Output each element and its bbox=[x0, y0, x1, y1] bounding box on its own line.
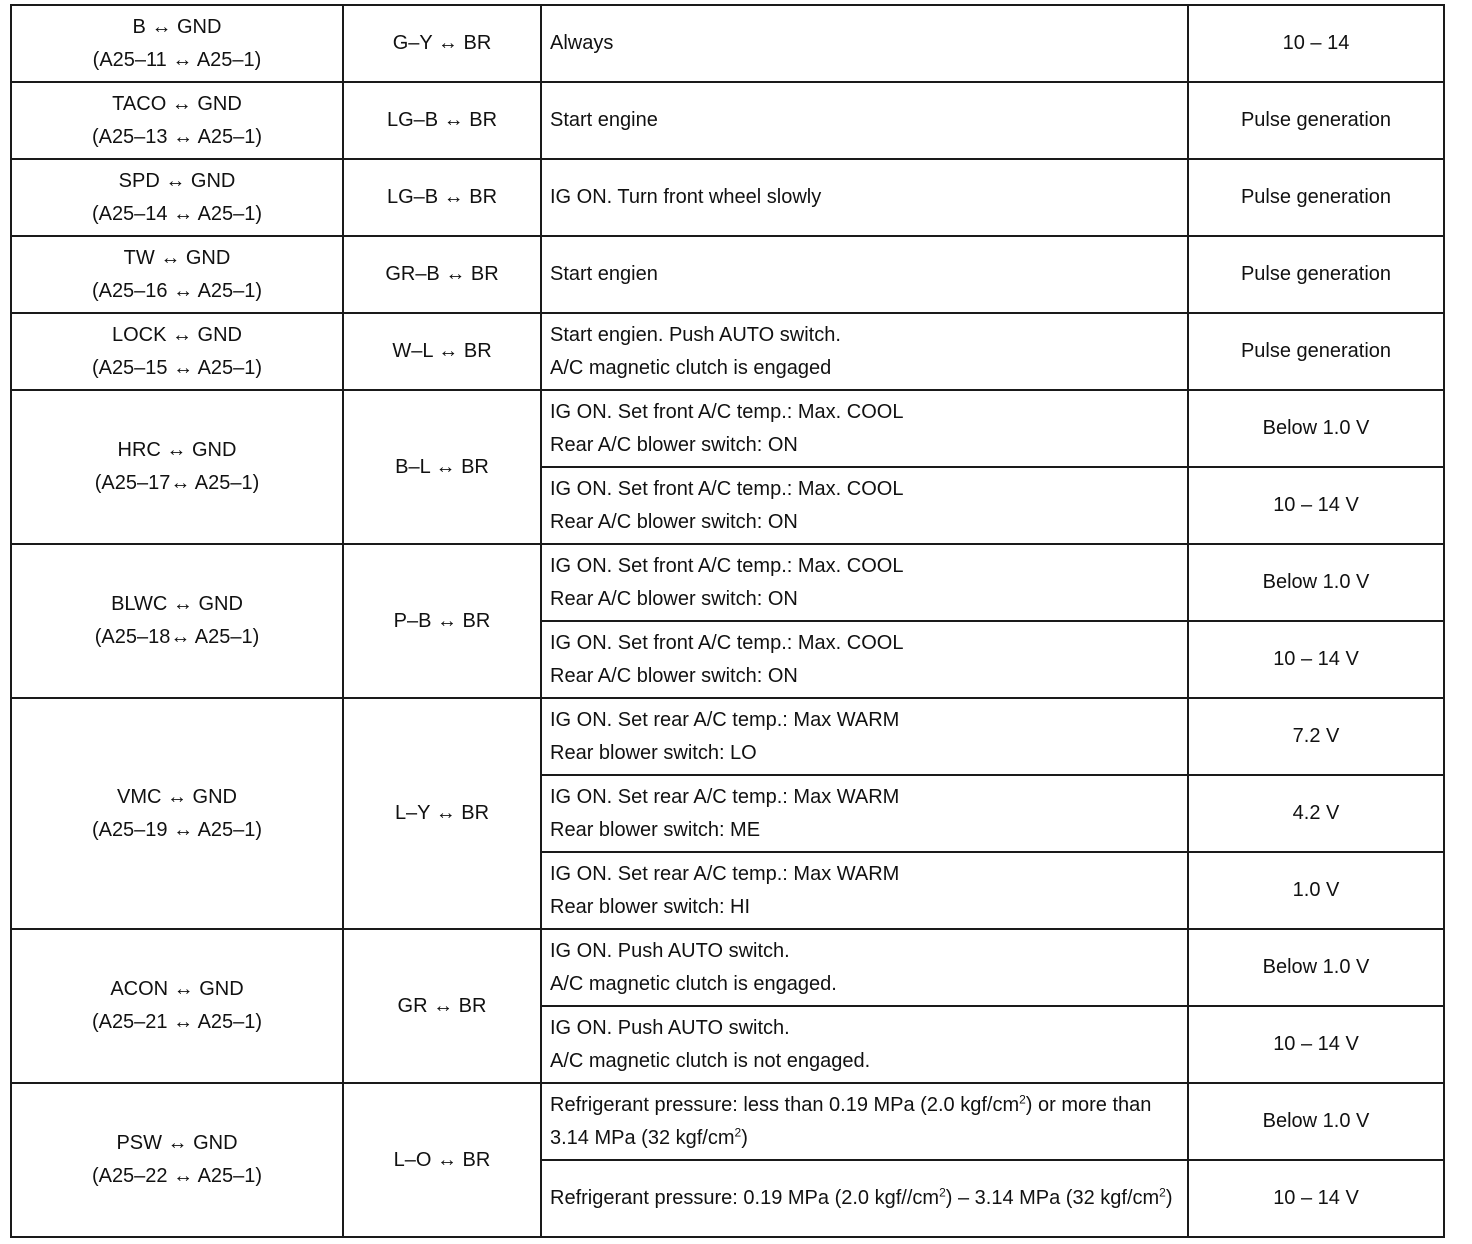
table-row bbox=[11, 698, 1444, 775]
terminal-pins: (A25–19 ↔ A25–1) bbox=[91, 818, 263, 841]
condition-segment: ) – 3.14 MPa (32 kgf/cm bbox=[945, 1187, 1160, 1209]
condition-cell bbox=[541, 82, 1188, 159]
condition-segment: Refrigerant pressure: 0.19 MPa (2.0 kgf//cm bbox=[550, 1187, 940, 1209]
condition-line: IG ON. Set rear A/C temp.: Max WARM bbox=[550, 708, 900, 731]
condition-line: IG ON. Set front A/C temp.: Max. COOL bbox=[550, 554, 904, 577]
condition-cell bbox=[541, 621, 1188, 698]
standard-value-cell: Pulse generation bbox=[1188, 236, 1444, 313]
table-row bbox=[11, 929, 1444, 1006]
terminal-name: PSW ↔ GND bbox=[116, 1132, 238, 1154]
condition-line: IG ON. Push AUTO switch. bbox=[550, 1016, 790, 1039]
condition-cell bbox=[541, 1160, 1188, 1237]
condition-segment: Refrigerant pressure: less than 0.19 MPa (2.0 kgf/cm bbox=[550, 1093, 1020, 1116]
superscript: 2 bbox=[1019, 1091, 1026, 1106]
terminal-name: BLWC ↔ GND bbox=[111, 593, 243, 615]
terminal-inspection-table bbox=[10, 4, 1445, 1238]
condition-cell bbox=[541, 775, 1188, 852]
terminal-name: LOCK ↔ GND bbox=[111, 323, 243, 346]
condition-line: Start engine bbox=[550, 109, 658, 131]
terminal-pins: (A25–22 ↔ A25–1) bbox=[91, 1165, 263, 1187]
terminal-name: HRC ↔ GND bbox=[117, 439, 237, 461]
standard-value-cell: 7.2 V bbox=[1188, 698, 1444, 775]
wire-color-cell: G–Y ↔ BR bbox=[343, 5, 541, 82]
table-row bbox=[11, 544, 1444, 621]
terminal-cell bbox=[11, 236, 343, 313]
condition-line: Rear blower switch: LO bbox=[550, 741, 757, 764]
table-row bbox=[11, 5, 1444, 82]
terminal-cell bbox=[11, 698, 343, 929]
condition-cell bbox=[541, 929, 1188, 1006]
superscript: 2 bbox=[939, 1185, 946, 1200]
terminal-cell bbox=[11, 159, 343, 236]
condition-segment: ) or more than 3.14 MPa (32 kgf/cm bbox=[550, 1093, 1152, 1149]
terminal-pins: (A25–21 ↔ A25–1) bbox=[91, 1011, 263, 1033]
condition-cell bbox=[541, 390, 1188, 467]
condition-line: IG ON. Set front A/C temp.: Max. COOL bbox=[550, 400, 904, 423]
condition-line: Rear A/C blower switch: ON bbox=[550, 587, 798, 610]
standard-value-cell: Pulse generation bbox=[1188, 313, 1444, 390]
table-row bbox=[11, 82, 1444, 159]
condition-line: IG ON. Turn front wheel slowly bbox=[550, 186, 822, 208]
condition-line: Rear blower switch: HI bbox=[550, 895, 751, 918]
condition-line: A/C magnetic clutch is engaged. bbox=[550, 972, 837, 995]
condition-text bbox=[550, 1182, 1179, 1215]
wire-color-cell: LG–B ↔ BR bbox=[343, 159, 541, 236]
condition-cell bbox=[541, 1083, 1188, 1160]
condition-line: Rear A/C blower switch: ON bbox=[550, 664, 798, 687]
wire-color-cell: P–B ↔ BR bbox=[343, 544, 541, 698]
wire-color-cell: B–L ↔ BR bbox=[343, 390, 541, 544]
standard-value-cell: 4.2 V bbox=[1188, 775, 1444, 852]
terminal-pins: (A25–11 ↔ A25–1) bbox=[92, 48, 262, 71]
standard-value-cell: Below 1.0 V bbox=[1188, 1083, 1444, 1160]
terminal-pins: (A25–18↔ A25–1) bbox=[94, 626, 260, 648]
terminal-pins: (A25–13 ↔ A25–1) bbox=[91, 125, 263, 148]
table-row bbox=[11, 1083, 1444, 1160]
standard-value-cell: 10 – 14 V bbox=[1188, 1160, 1444, 1237]
condition-text bbox=[550, 1089, 1179, 1155]
table-row bbox=[11, 159, 1444, 236]
terminal-pins: (A25–15 ↔ A25–1) bbox=[91, 356, 263, 379]
terminal-name: TW ↔ GND bbox=[123, 246, 231, 269]
condition-line bbox=[550, 1089, 1179, 1155]
terminal-cell bbox=[11, 82, 343, 159]
condition-cell bbox=[541, 1006, 1188, 1083]
terminal-cell bbox=[11, 929, 343, 1083]
terminal-cell bbox=[11, 1083, 343, 1237]
table-row bbox=[11, 236, 1444, 313]
terminal-pins: (A25–16 ↔ A25–1) bbox=[91, 279, 263, 302]
wire-color-cell: GR ↔ BR bbox=[343, 929, 541, 1083]
condition-cell bbox=[541, 698, 1188, 775]
condition-line: Rear blower switch: ME bbox=[550, 818, 761, 841]
terminal-cell bbox=[11, 544, 343, 698]
terminal-cell bbox=[11, 5, 343, 82]
condition-line: IG ON. Set front A/C temp.: Max. COOL bbox=[550, 477, 904, 500]
standard-value-cell: Pulse generation bbox=[1188, 82, 1444, 159]
table-row bbox=[11, 313, 1444, 390]
terminal-pins: (A25–14 ↔ A25–1) bbox=[91, 202, 263, 225]
wire-color-cell: W–L ↔ BR bbox=[343, 313, 541, 390]
condition-cell bbox=[541, 159, 1188, 236]
standard-value-cell: 10 – 14 V bbox=[1188, 467, 1444, 544]
condition-cell bbox=[541, 467, 1188, 544]
condition-line: Rear A/C blower switch: ON bbox=[550, 433, 798, 456]
terminal-name: TACO ↔ GND bbox=[112, 92, 242, 115]
superscript: 2 bbox=[1159, 1185, 1166, 1200]
terminal-name: SPD ↔ GND bbox=[118, 169, 236, 192]
condition-line: IG ON. Set rear A/C temp.: Max WARM bbox=[550, 862, 900, 885]
condition-cell bbox=[541, 5, 1188, 82]
condition-line: Rear A/C blower switch: ON bbox=[550, 510, 798, 533]
standard-value-cell: Pulse generation bbox=[1188, 159, 1444, 236]
standard-value-cell: 1.0 V bbox=[1188, 852, 1444, 929]
condition-line bbox=[550, 1182, 1179, 1215]
condition-line: IG ON. Push AUTO switch. bbox=[550, 939, 790, 962]
terminal-cell bbox=[11, 313, 343, 390]
condition-line: A/C magnetic clutch is engaged bbox=[550, 356, 832, 379]
standard-value-cell: Below 1.0 V bbox=[1188, 390, 1444, 467]
condition-line: A/C magnetic clutch is not engaged. bbox=[550, 1049, 871, 1072]
terminal-name: VMC ↔ GND bbox=[117, 785, 237, 808]
condition-cell bbox=[541, 236, 1188, 313]
standard-value-cell: 10 – 14 bbox=[1188, 5, 1444, 82]
condition-line: Start engien bbox=[550, 263, 658, 285]
condition-line: Start engien. Push AUTO switch. bbox=[550, 323, 841, 346]
condition-line: IG ON. Set front A/C temp.: Max. COOL bbox=[550, 631, 904, 654]
superscript: 2 bbox=[734, 1124, 742, 1139]
condition-segment: ) bbox=[1165, 1187, 1173, 1209]
condition-line: Always bbox=[550, 32, 614, 54]
wire-color-cell: L–Y ↔ BR bbox=[343, 698, 541, 929]
wire-color-cell: GR–B ↔ BR bbox=[343, 236, 541, 313]
terminal-name: B ↔ GND bbox=[132, 15, 222, 38]
standard-value-cell: 10 – 14 V bbox=[1188, 621, 1444, 698]
terminal-pins: (A25–17↔ A25–1) bbox=[94, 472, 260, 494]
condition-cell bbox=[541, 544, 1188, 621]
wire-color-cell: LG–B ↔ BR bbox=[343, 82, 541, 159]
table-body bbox=[11, 5, 1444, 1237]
condition-cell bbox=[541, 852, 1188, 929]
standard-value-cell: 10 – 14 V bbox=[1188, 1006, 1444, 1083]
terminal-name: ACON ↔ GND bbox=[110, 978, 244, 1000]
condition-cell bbox=[541, 313, 1188, 390]
standard-value-cell: Below 1.0 V bbox=[1188, 929, 1444, 1006]
terminal-cell bbox=[11, 390, 343, 544]
standard-value-cell: Below 1.0 V bbox=[1188, 544, 1444, 621]
table-row bbox=[11, 390, 1444, 467]
wire-color-cell: L–O ↔ BR bbox=[343, 1083, 541, 1237]
condition-segment: ) bbox=[741, 1126, 748, 1149]
condition-line: IG ON. Set rear A/C temp.: Max WARM bbox=[550, 785, 900, 808]
